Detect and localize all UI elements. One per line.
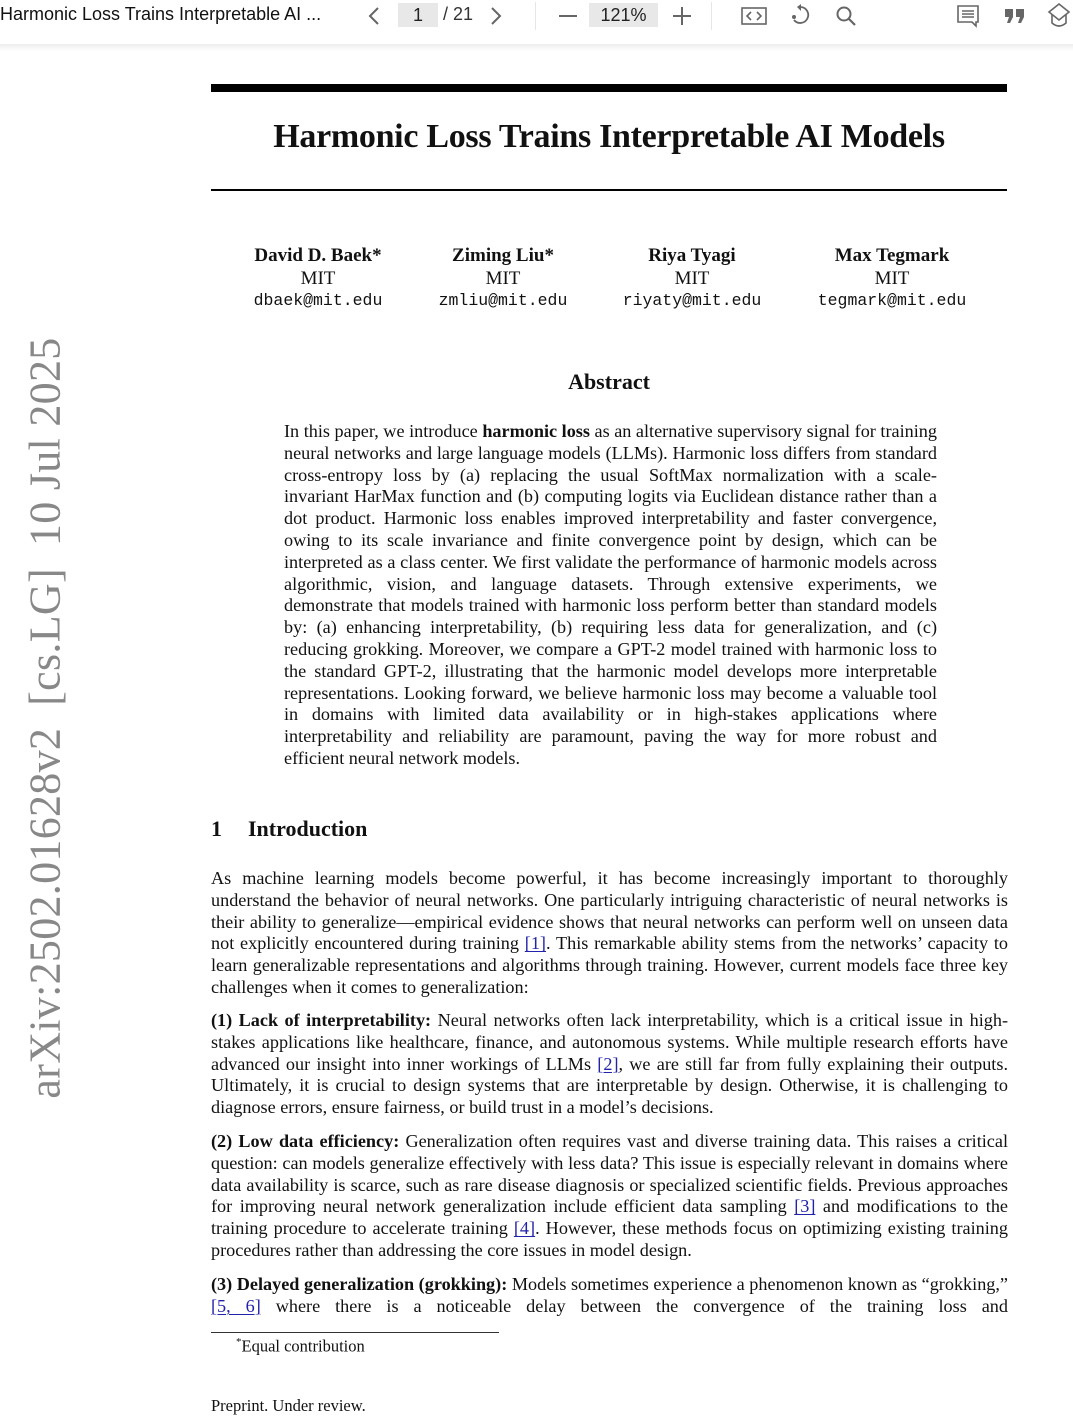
search-button[interactable] — [834, 0, 858, 32]
challenge-paragraph — [211, 1131, 1008, 1262]
author-email[interactable]: tegmark@mit.edu — [817, 291, 967, 310]
comment-button[interactable] — [955, 0, 981, 32]
previous-page-button[interactable] — [362, 0, 386, 32]
search-icon — [835, 5, 857, 27]
citation-link[interactable]: [4] — [513, 1218, 536, 1239]
author-block — [592, 245, 792, 313]
zoom-in-button[interactable] — [670, 0, 694, 32]
save-icon — [1047, 3, 1071, 29]
fit-page-button[interactable] — [740, 0, 768, 32]
challenge-paragraph — [211, 1274, 1008, 1318]
abstract-text — [284, 421, 937, 770]
author-email[interactable]: riyaty@mit.edu — [622, 291, 762, 310]
zoom-out-icon — [558, 6, 578, 26]
paragraph-text: . However, these methods focus on optimizing existing training procedures rather than addressing the core issues in model design. — [211, 1218, 1008, 1260]
abstract-text-rest: as an alternative supervisory signal for training neural networks and large language models (LLMs). Harmonic loss differs from standard cross-entropy loss by (a) replacing the usual SoftMax normalization with a scale-invariant HarMax function and (b) computing logits via Euclidean distance rather than a dot product. Harmonic loss enables improved interpretability and faster convergence, owing to its scale invariance and finite convergence point by design, which can be interpreted as a class center. We first validate the performance of harmonic models across algorithmic, vision, and language datasets. Through extensive experiments, we demonstrate that models trained with harmonic loss perform better than standard models by: (a) enhancing interpretability, (b) requiring less data for generalization, and (c) reducing grokking. Moreover, we compare a GPT-2 model trained with harmonic loss to the standard GPT-2, illustrating that the harmonic model develops more interpretable representations. Looking forward, we believe harmonic loss may become a valuable tool in domains with limited data availability or in high-stakes applications where interpretability and reliability are paramount, paving the way for more robust and efficient neural network models. — [284, 421, 937, 768]
toolbar-divider — [535, 2, 536, 30]
author-name: Ziming Liu* — [452, 245, 554, 266]
save-to-library-button[interactable] — [1046, 0, 1072, 32]
author-affiliation: MIT — [874, 267, 910, 289]
author-name: David D. Baek* — [254, 245, 382, 266]
zoom-out-button[interactable] — [556, 0, 580, 32]
author-affiliation: MIT — [674, 267, 710, 289]
section-heading — [211, 816, 367, 842]
abstract-text-start: In this paper, we introduce — [284, 421, 483, 441]
footnote-text: Equal contribution — [241, 1336, 365, 1356]
author-affiliation: MIT — [485, 267, 521, 289]
citation-link[interactable]: [1] — [524, 933, 546, 954]
author-email[interactable]: zmliu@mit.edu — [438, 291, 568, 310]
author-block — [218, 245, 418, 313]
footnote — [236, 1336, 365, 1357]
section-title: Introduction — [248, 816, 368, 841]
fit-page-icon — [741, 6, 767, 26]
title-bottom-rule — [211, 189, 1007, 191]
chevron-left-icon — [368, 6, 380, 26]
challenge-label: (2) Low data efficiency: — [211, 1131, 400, 1151]
comment-icon — [956, 4, 980, 28]
paragraph-text: , we are still far from fully explaining their outputs. Ultimately, it is crucial to design systems that are interpretable by design. Otherwise, it is challenging to diagnose errors, ensure fairness, or build trust in a model’s decisions. — [211, 1053, 1008, 1118]
footnote-rule — [211, 1332, 499, 1333]
toolbar-shadow — [0, 44, 1073, 52]
rotate-button[interactable] — [788, 0, 814, 32]
pdf-toolbar — [0, 0, 1073, 32]
paragraph-text: . This remarkable ability stems from the networks’ capacity to learn generalizable representations and algorithms through training. However, current models face three key challenges when it comes to generalization: — [211, 933, 1008, 997]
paragraph-text: As machine learning models become powerful, it has become increasingly important to thoroughly understand the behavior of neural networks. One particularly intriguing characteristic of neural networks is their ability to generalize—empirical evidence shows that neural networks can perform well on unseen data not explicitly encountered during training — [211, 868, 1008, 954]
challenge-label: (1) Lack of interpretability: — [211, 1010, 432, 1030]
paragraph-text: where there is a noticeable delay between the convergence of the training loss and — [260, 1295, 1008, 1316]
zoom-in-icon — [672, 6, 692, 26]
quote-icon — [1004, 7, 1026, 25]
author-block — [403, 245, 603, 313]
citation-link[interactable]: [5, 6] — [211, 1295, 261, 1316]
paper-title: Harmonic Loss Trains Interpretable AI Models — [273, 118, 945, 155]
intro-paragraph — [211, 868, 1008, 999]
paragraph-text: Models sometimes experience a phenomenon known as “grokking,” — [507, 1274, 1008, 1294]
section-number: 1 — [211, 816, 222, 841]
paragraph-text: Generalization often requires vast and diverse training data. This raises a critical question: can models generalize effectively with less data? This issue is especially relevant in domains where data availability is scarce, such as rare disease diagnosis or specialized scientific fields. Previous approaches for improving neural network generalization include efficient data sampling — [211, 1131, 1009, 1217]
preprint-notice: Preprint. Under review. — [211, 1396, 366, 1415]
author-block — [792, 245, 992, 313]
abstract-heading: Abstract — [568, 369, 650, 394]
footnote-mark: * — [236, 1336, 242, 1348]
rotate-icon — [789, 4, 813, 28]
title-top-rule — [211, 84, 1007, 92]
arxiv-category: [cs.LG] — [20, 568, 70, 706]
cite-button[interactable] — [1002, 0, 1028, 32]
page-total: / 21 — [443, 4, 474, 24]
author-name: Riya Tyagi — [648, 245, 736, 266]
challenge-label: (3) Delayed generalization (grokking): — [211, 1274, 508, 1294]
toolbar-divider — [711, 2, 712, 30]
challenge-paragraph — [211, 1010, 1008, 1119]
author-email[interactable]: dbaek@mit.edu — [253, 291, 383, 310]
page-number-input[interactable]: 1 — [398, 3, 438, 27]
next-page-button[interactable] — [484, 0, 508, 32]
arxiv-stamp — [20, 337, 71, 1098]
arxiv-date: 10 Jul 2025 — [20, 337, 70, 547]
chevron-right-icon — [490, 6, 502, 26]
author-name: Max Tegmark — [834, 245, 950, 266]
author-affiliation: MIT — [300, 267, 336, 289]
abstract-emphasis: harmonic loss — [482, 421, 590, 441]
zoom-level-input[interactable]: 121% — [589, 3, 658, 27]
paragraph-text: Neural networks often lack interpretability, which is a critical issue in high-stakes applications like healthcare, finance, and autonomous systems. While multiple research efforts have advanced our insight into inner workings of LLMs — [211, 1010, 1009, 1074]
paragraph-text: and modifications to the training procedure to accelerate training — [211, 1196, 1008, 1239]
citation-link[interactable]: [2] — [597, 1053, 619, 1074]
document-title: Harmonic Loss Trains Interpretable AI ... — [0, 4, 322, 24]
arxiv-id: arXiv:2502.01628v2 — [20, 727, 70, 1099]
citation-link[interactable]: [3] — [794, 1196, 816, 1217]
